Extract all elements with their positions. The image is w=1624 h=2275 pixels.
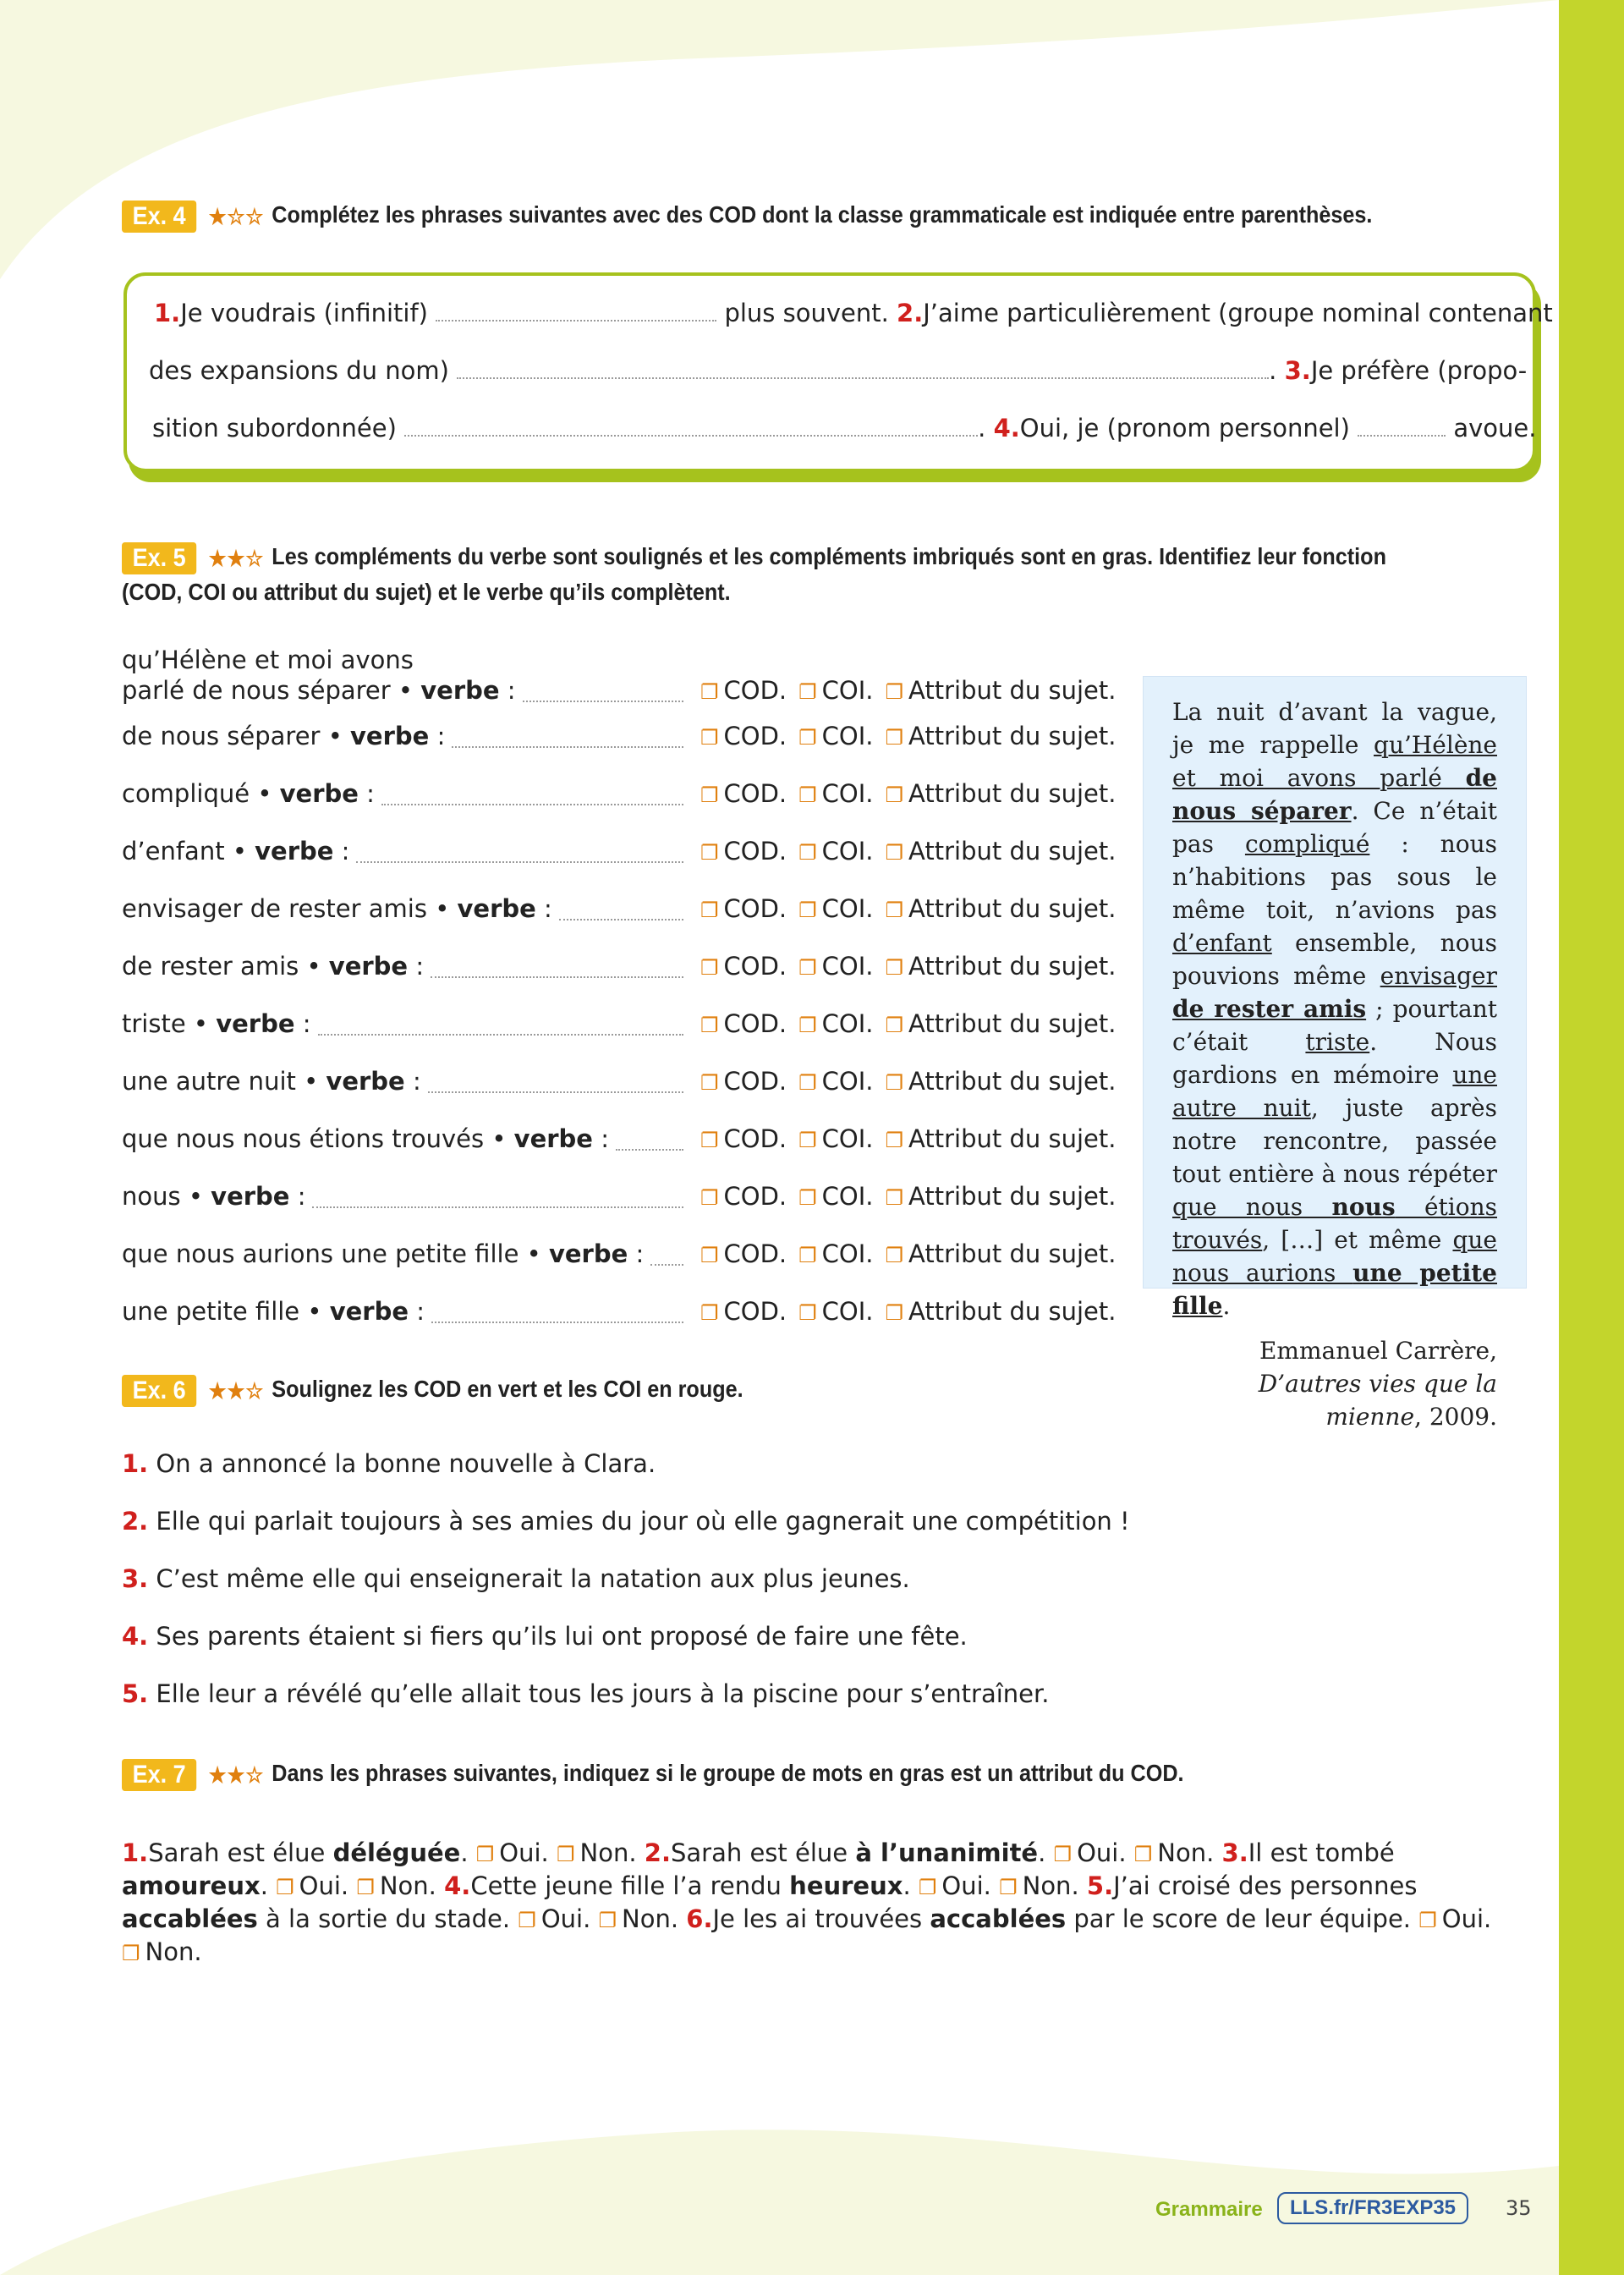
checkbox-icon[interactable]: ❐ xyxy=(700,1186,719,1210)
checkbox-icon[interactable]: ❐ xyxy=(700,956,719,980)
ex4-line-1: 1.Je voudrais (infinitif) plus souvent. 2.J’aime particulièrement (groupe nominal contenant xyxy=(154,299,1553,327)
ex5-options xyxy=(700,1179,1127,1215)
answer-blank[interactable] xyxy=(318,1032,683,1036)
option-label[interactable]: COD. xyxy=(723,894,787,923)
ex5-header xyxy=(122,540,1393,609)
answer-blank[interactable] xyxy=(650,1262,683,1266)
ex7-header xyxy=(122,1756,1393,1792)
ex5-options xyxy=(700,1064,1127,1100)
checkbox-icon[interactable]: ❐ xyxy=(798,1301,817,1325)
checkbox-icon[interactable]: ❐ xyxy=(885,956,904,980)
ex6-sentence: 4. Ses parents étaient si fiers qu’ils lui ont proposé de faire une fête. xyxy=(122,1622,968,1651)
option-label[interactable]: COI. xyxy=(821,722,874,750)
checkbox-icon[interactable]: ❐ xyxy=(700,1071,719,1095)
checkbox-icon[interactable]: ❐ xyxy=(885,726,904,750)
ex5-item-label: que nous nous étions trouvés • verbe : xyxy=(122,1124,609,1153)
ex6-instruction: Soulignez les COD en vert et les COI en rouge. xyxy=(272,1376,743,1402)
answer-blank[interactable] xyxy=(523,699,683,702)
option-label[interactable]: COI. xyxy=(821,837,874,865)
checkbox-icon[interactable]: ❐ xyxy=(356,1876,375,1899)
checkbox-icon[interactable]: ❐ xyxy=(798,841,817,865)
option-label[interactable]: COD. xyxy=(723,952,787,981)
option-label[interactable]: COD. xyxy=(723,722,787,750)
option-label[interactable]: COD. xyxy=(723,837,787,865)
checkbox-icon[interactable]: ❐ xyxy=(798,1014,817,1037)
option-label[interactable]: Attribut du sujet. xyxy=(908,722,1116,750)
option-label[interactable]: COD. xyxy=(723,1182,787,1211)
option-label[interactable]: COD. xyxy=(723,1239,787,1268)
ex5-item-label: que nous aurions une petite fille • verbe : xyxy=(122,1239,645,1268)
answer-blank[interactable] xyxy=(616,1147,683,1151)
option-label[interactable]: COD. xyxy=(723,1297,787,1326)
option-label[interactable]: Attribut du sujet. xyxy=(908,1124,1116,1153)
checkbox-icon[interactable]: ❐ xyxy=(885,783,904,807)
answer-blank[interactable] xyxy=(312,1205,683,1208)
ex4-line-2: des expansions du nom) . 3.Je préfère (propo- xyxy=(149,356,1528,385)
ex5-item-label: triste • verbe : xyxy=(122,1009,311,1038)
ex6-sentence: 3. C’est même elle qui enseignerait la natation aux plus jeunes. xyxy=(122,1564,910,1593)
answer-blank[interactable] xyxy=(457,359,1269,379)
ex5-options xyxy=(700,1237,1127,1272)
checkbox-icon[interactable]: ❐ xyxy=(276,1876,294,1899)
option-label[interactable]: Attribut du sujet. xyxy=(908,1182,1116,1211)
ex6-sentence: 5. Elle leur a révélé qu’elle allait tous les jours à la piscine pour s’entraîner. xyxy=(122,1679,1050,1708)
option-label[interactable]: COI. xyxy=(821,894,874,923)
quote-box xyxy=(1144,677,1526,1431)
option-label[interactable]: COI. xyxy=(821,676,874,705)
right-color-bar xyxy=(1559,0,1624,2275)
ex7-paragraph: 1.Sarah est élue déléguée. ❐ Oui. ❐ Non. 2.Sarah est élue à l’unanimité. ❐ Oui. ❐ Non. 3.Il est tombé amoureux. ❐ Oui. ❐ Non. 4.Cette jeune fille l’a rendu heureux. ❐ Oui. ❐ Non. 5.J’ai croisé des personnes accablées à la sortie du stade. ❐ Oui. ❐ Non. 6.Je les ai trouvées accablées par le score de leur équipe. ❐ Oui. ❐ Non. xyxy=(122,1838,1492,1966)
checkbox-icon[interactable]: ❐ xyxy=(798,956,817,980)
answer-blank[interactable] xyxy=(1358,416,1446,437)
answer-blank[interactable] xyxy=(431,975,683,978)
option-label[interactable]: COD. xyxy=(723,1124,787,1153)
checkbox-icon[interactable]: ❐ xyxy=(700,841,719,865)
ex5-options xyxy=(700,892,1127,927)
ex5-options xyxy=(700,1007,1127,1042)
checkbox-icon[interactable]: ❐ xyxy=(885,841,904,865)
quote-source: Emmanuel Carrère, D’autres vies que la mienne, 2009. xyxy=(1258,1337,1497,1431)
answer-blank[interactable] xyxy=(436,301,716,321)
quote-text: La nuit d’avant la vague, je me rappelle qu’Hélène et moi avons parlé de nous séparer. Ce n’était pas compliqué : nous n’habitions pas sous le même toit, n’avions pas d’enfant ensemble, nous pouvions même envisager de rester amis ; pourtant c’était triste. Nous gardions en mémoire une autre nuit, juste après notre rencontre, passée tout entière à nous répéter que nous nous étions trouvés, […] et même que nous aurions une petite fille. xyxy=(1172,698,1498,1320)
checkbox-icon[interactable]: ❐ xyxy=(885,898,904,922)
option-label[interactable]: COD. xyxy=(723,676,787,705)
option-label[interactable]: COI. xyxy=(821,952,874,981)
ex6-sentence: 1. On a annoncé la bonne nouvelle à Clara. xyxy=(122,1449,656,1478)
checkbox-icon[interactable]: ❐ xyxy=(557,1843,575,1866)
ex6-header xyxy=(122,1372,1393,1408)
option-label[interactable]: Attribut du sujet. xyxy=(908,1297,1116,1326)
ex6-badge: Ex. 6 xyxy=(122,1375,196,1407)
option-label[interactable]: COI. xyxy=(821,779,874,808)
ex5-item-label: une autre nuit • verbe : xyxy=(122,1067,421,1096)
checkbox-icon[interactable]: ❐ xyxy=(700,1301,719,1325)
option-label[interactable]: Attribut du sujet. xyxy=(908,1239,1116,1268)
checkbox-icon[interactable]: ❐ xyxy=(700,1129,719,1152)
checkbox-icon[interactable]: ❐ xyxy=(1133,1843,1153,1866)
checkbox-icon[interactable]: ❐ xyxy=(885,1014,904,1037)
ex5-options xyxy=(700,673,1127,709)
checkbox-icon[interactable]: ❐ xyxy=(700,726,719,750)
option-label[interactable]: Attribut du sujet. xyxy=(908,952,1116,981)
option-label[interactable]: COI. xyxy=(821,1297,874,1326)
ex5-options xyxy=(700,719,1127,755)
checkbox-icon[interactable]: ❐ xyxy=(1053,1843,1073,1866)
checkbox-icon[interactable]: ❐ xyxy=(798,783,817,807)
checkbox-icon[interactable]: ❐ xyxy=(700,680,719,704)
difficulty-stars-icon: ★★☆ xyxy=(208,1761,265,1788)
option-label[interactable]: COI. xyxy=(821,1067,874,1096)
ex4-badge: Ex. 4 xyxy=(122,201,196,233)
checkbox-icon[interactable]: ❐ xyxy=(798,898,817,922)
ex5-item-label: envisager de rester amis • verbe : xyxy=(122,894,552,923)
ex5-item-label: de rester amis • verbe : xyxy=(122,952,425,981)
option-label[interactable]: COD. xyxy=(723,1067,787,1096)
ex5-item-label: de nous séparer • verbe : xyxy=(122,722,446,750)
ex5-options xyxy=(700,834,1127,870)
checkbox-icon[interactable]: ❐ xyxy=(700,1244,719,1267)
difficulty-stars-icon: ★☆☆ xyxy=(208,203,265,229)
checkbox-icon[interactable]: ❐ xyxy=(700,898,719,922)
checkbox-icon[interactable]: ❐ xyxy=(885,680,904,704)
answer-blank[interactable] xyxy=(404,416,978,437)
ex5-badge: Ex. 5 xyxy=(122,542,196,574)
answer-blank[interactable] xyxy=(428,1090,683,1093)
option-label[interactable]: Attribut du sujet. xyxy=(908,1009,1116,1038)
option-label[interactable]: Attribut du sujet. xyxy=(908,676,1116,705)
option-label[interactable]: Attribut du sujet. xyxy=(908,837,1116,865)
option-label[interactable]: COD. xyxy=(723,1009,787,1038)
checkbox-icon[interactable]: ❐ xyxy=(122,1942,140,1965)
checkbox-icon[interactable]: ❐ xyxy=(475,1843,495,1866)
checkbox-icon[interactable]: ❐ xyxy=(885,1244,904,1267)
checkbox-icon[interactable]: ❐ xyxy=(598,1909,617,1932)
checkbox-icon[interactable]: ❐ xyxy=(798,1129,817,1152)
checkbox-icon[interactable]: ❐ xyxy=(885,1186,904,1210)
footer-link[interactable]: LLS.fr/FR3EXP35 xyxy=(1277,2192,1468,2224)
ex5-item-label: compliqué • verbe : xyxy=(122,779,375,808)
ex7-instruction: Dans les phrases suivantes, indiquez si le groupe de mots en gras est un attribut du COD. xyxy=(272,1760,1184,1786)
ex5-options xyxy=(700,1122,1127,1157)
option-label[interactable]: COI. xyxy=(821,1182,874,1211)
option-label[interactable]: COI. xyxy=(821,1239,874,1268)
option-label[interactable]: COI. xyxy=(821,1124,874,1153)
checkbox-icon[interactable]: ❐ xyxy=(700,1014,719,1037)
ex4-line-3: sition subordonnée) . 4.Oui, je (pronom personnel) avoue. xyxy=(152,414,1537,442)
ex5-item-label: d’enfant • verbe : xyxy=(122,837,350,865)
page-number: 35 xyxy=(1506,2196,1532,2220)
ex7-badge: Ex. 7 xyxy=(122,1759,196,1791)
answer-blank[interactable] xyxy=(452,745,683,748)
checkbox-icon[interactable]: ❐ xyxy=(798,680,817,704)
ex4-header xyxy=(122,198,1393,234)
checkbox-icon[interactable]: ❐ xyxy=(1418,1909,1437,1932)
checkbox-icon[interactable]: ❐ xyxy=(798,726,817,750)
footer-section: Grammaire xyxy=(1155,2198,1263,2221)
option-label[interactable]: COD. xyxy=(723,779,787,808)
answer-blank[interactable] xyxy=(356,860,683,863)
option-label[interactable]: Attribut du sujet. xyxy=(908,779,1116,808)
option-label[interactable]: Attribut du sujet. xyxy=(908,1067,1116,1096)
ex5-options xyxy=(700,949,1127,985)
ex5-item-label: parlé de nous séparer • verbe : xyxy=(122,676,516,705)
checkbox-icon[interactable]: ❐ xyxy=(999,1876,1018,1899)
ex5-item-label: une petite fille • verbe : xyxy=(122,1297,425,1326)
ex5-first-line: qu’Hélène et moi avons xyxy=(122,646,414,674)
ex6-sentence: 2. Elle qui parlait toujours à ses amies du jour où elle gagnerait une compétition ! xyxy=(122,1507,1130,1536)
ex5-instruction: Les compléments du verbe sont soulignés et les compléments imbriqués sont en gras. Identifiez leur fonction (COD, COI ou attribut du sujet) et le verbe qu’ils complètent. xyxy=(122,543,1386,605)
checkbox-icon[interactable]: ❐ xyxy=(798,1186,817,1210)
difficulty-stars-icon: ★★☆ xyxy=(208,545,265,571)
checkbox-icon[interactable]: ❐ xyxy=(700,783,719,807)
checkbox-icon[interactable]: ❐ xyxy=(798,1071,817,1095)
option-label[interactable]: COI. xyxy=(821,1009,874,1038)
checkbox-icon[interactable]: ❐ xyxy=(918,1876,937,1899)
checkbox-icon[interactable]: ❐ xyxy=(798,1244,817,1267)
ex5-item-label: nous • verbe : xyxy=(122,1182,306,1211)
answer-blank[interactable] xyxy=(431,1320,683,1323)
ex5-options xyxy=(700,777,1127,812)
checkbox-icon[interactable]: ❐ xyxy=(885,1301,904,1325)
answer-blank[interactable] xyxy=(559,917,683,920)
answer-blank[interactable] xyxy=(381,802,683,805)
ex5-options xyxy=(700,1294,1127,1330)
difficulty-stars-icon: ★★☆ xyxy=(208,1377,265,1404)
checkbox-icon[interactable]: ❐ xyxy=(885,1129,904,1152)
checkbox-icon[interactable]: ❐ xyxy=(518,1909,536,1932)
ex4-instruction: Complétez les phrases suivantes avec des COD dont la classe grammaticale est indiquée entre parenthèses. xyxy=(272,201,1373,228)
checkbox-icon[interactable]: ❐ xyxy=(885,1071,904,1095)
option-label[interactable]: Attribut du sujet. xyxy=(908,894,1116,923)
